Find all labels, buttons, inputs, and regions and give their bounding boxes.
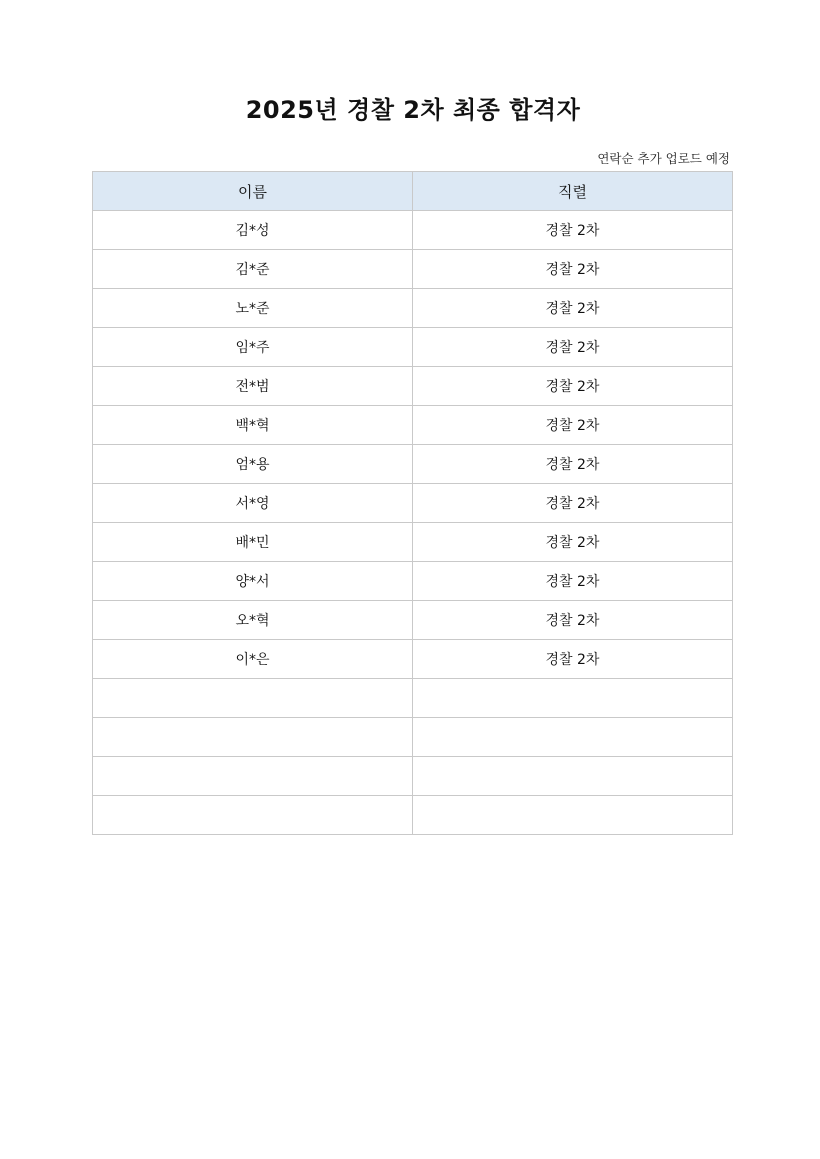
name-cell: 엄*용 <box>93 445 413 484</box>
name-cell <box>93 679 413 718</box>
name-cell: 배*민 <box>93 523 413 562</box>
name-cell <box>93 796 413 835</box>
position-cell: 경찰 2차 <box>413 523 733 562</box>
table-row <box>93 445 733 484</box>
position-cell: 경찰 2차 <box>413 250 733 289</box>
name-cell: 노*준 <box>93 289 413 328</box>
page-title: 2025년 경찰 2차 최종 합격자 <box>245 96 581 124</box>
position-cell: 경찰 2차 <box>413 328 733 367</box>
column-header-name: 이름 <box>93 172 413 211</box>
name-cell <box>93 718 413 757</box>
table-row-empty <box>93 679 733 718</box>
table-header-row <box>93 172 733 211</box>
table-row <box>93 328 733 367</box>
position-cell: 경찰 2차 <box>413 367 733 406</box>
table-row <box>93 523 733 562</box>
name-cell: 양*서 <box>93 562 413 601</box>
table-row-empty <box>93 796 733 835</box>
position-cell: 경찰 2차 <box>413 211 733 250</box>
position-cell: 경찰 2차 <box>413 289 733 328</box>
table-row <box>93 640 733 679</box>
position-cell <box>413 679 733 718</box>
table-row-empty <box>93 718 733 757</box>
table-row <box>93 367 733 406</box>
name-cell: 서*영 <box>93 484 413 523</box>
name-cell: 김*준 <box>93 250 413 289</box>
position-cell: 경찰 2차 <box>413 562 733 601</box>
position-cell: 경찰 2차 <box>413 445 733 484</box>
position-cell: 경찰 2차 <box>413 601 733 640</box>
name-cell: 오*혁 <box>93 601 413 640</box>
name-cell: 전*범 <box>93 367 413 406</box>
table-row <box>93 601 733 640</box>
table-row-empty <box>93 757 733 796</box>
position-cell <box>413 796 733 835</box>
position-cell <box>413 718 733 757</box>
position-cell <box>413 757 733 796</box>
column-header-position: 직렬 <box>413 172 733 211</box>
table-row <box>93 562 733 601</box>
name-cell: 김*성 <box>93 211 413 250</box>
position-cell: 경찰 2차 <box>413 406 733 445</box>
table-row <box>93 250 733 289</box>
position-cell: 경찰 2차 <box>413 640 733 679</box>
upload-note: 연락순 추가 업로드 예정 <box>597 151 730 166</box>
name-cell: 임*주 <box>93 328 413 367</box>
position-cell: 경찰 2차 <box>413 484 733 523</box>
name-cell: 이*은 <box>93 640 413 679</box>
name-cell: 백*혁 <box>93 406 413 445</box>
name-cell <box>93 757 413 796</box>
results-table <box>92 171 733 835</box>
table-row <box>93 289 733 328</box>
table-row <box>93 211 733 250</box>
table-row <box>93 406 733 445</box>
table-row <box>93 484 733 523</box>
